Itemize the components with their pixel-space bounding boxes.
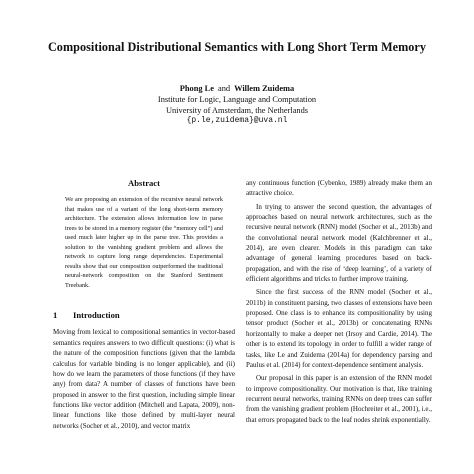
abstract-body: We are proposing an extension of the recursive neural network that makes use of a variant of the long short-term memory architecture. The extension allows information low in parse trees to be stored in a memory register (the “memory cell”) and used much later higher up in the parse tree. This provides a solution to the vanishing gradient problem and allows the network to capture long range dependencies. Experimental results show that our composition outperformed the traditional neural-network composition on the Stanford Sentiment Treebank. [65, 196, 223, 289]
author-name-2: Willem Zuidema [234, 84, 295, 93]
right-paragraph-1: any continuous function (Cybenko, 1989) already make them an attractive choice. [246, 179, 432, 198]
affiliation-line-2: University of Amsterdam, the Netherlands [165, 105, 309, 115]
left-column [53, 178, 235, 431]
author-email: {p.le,zuidema}@uva.nl [186, 116, 288, 126]
section-title: Introduction [73, 310, 120, 321]
author-block [0, 84, 474, 127]
affiliation-line-1: Institute for Logic, Language and Computation [157, 94, 317, 104]
section-number: 1 [53, 310, 58, 321]
author-conjunction: and [218, 84, 231, 93]
paper-title: Compositional Distributional Semantics with Long Short Term Memory [47, 40, 427, 54]
author-names [0, 84, 474, 95]
section-heading-introduction [53, 310, 235, 320]
right-paragraph-2: In trying to answer the second question, the advantages of approaches based on neural network architectures, such as the recursive neural network (RNN) model (Socher et al., 2013b) and the convolutional neural network model (Kalchbrenner et al., 2014), are even clearer. Models in this paradigm can take advantage of general learning procedures based on back-propagation, and with the rise of ‘deep learning’, of a variety of efficient algorithms and tricks to further improve training. [246, 202, 432, 284]
introduction-paragraph: Moving from lexical to compositional semantics in vector-based semantics requires answers to two difficult questions: (i) what is the nature of the composition functions (given that the lambda calculus for variable binding is no longer applicable), and (ii) how do we learn the parameters of those functions (if they have any) from data? A number of classes of functions have been proposed in answer to the first question, including simple linear functions like vector addition (Mitchell and Lapata, 2009), non-linear functions like those defined by multi-layer neural networks (Socher et al., 2010), and vector matrix [53, 328, 235, 430]
right-paragraph-3: Since the first success of the RNN model (Socher et al., 2011b) in constituent parsing, two classes of extensions have been proposed. One class is to enhance its compositionality by using tensor product (Socher et al., 2013b) or concatenating RNNs horizontally to make a deeper net (Irsoy and Cardie, 2014). The other is to extend its topology in order to fulfill a wider range of tasks, like Le and Zuidema (2014a) for dependency parsing and Paulus et al. (2014) for context-dependence sentiment analysis. [246, 288, 432, 369]
right-paragraph-4: Our proposal in this paper is an extension of the RNN model to improve compositionality. Our motivation is that, like training recurrent neural networks, training RNNs on deep trees can suffer from the vanishing gradient problem (Hochreiter et al., 2001), i.e., that errors propagated back to the leaf nodes shrink exponentially. [246, 374, 432, 424]
author-name-1: Phong Le [179, 84, 214, 93]
abstract-heading: Abstract [128, 178, 160, 188]
right-column [246, 178, 432, 425]
